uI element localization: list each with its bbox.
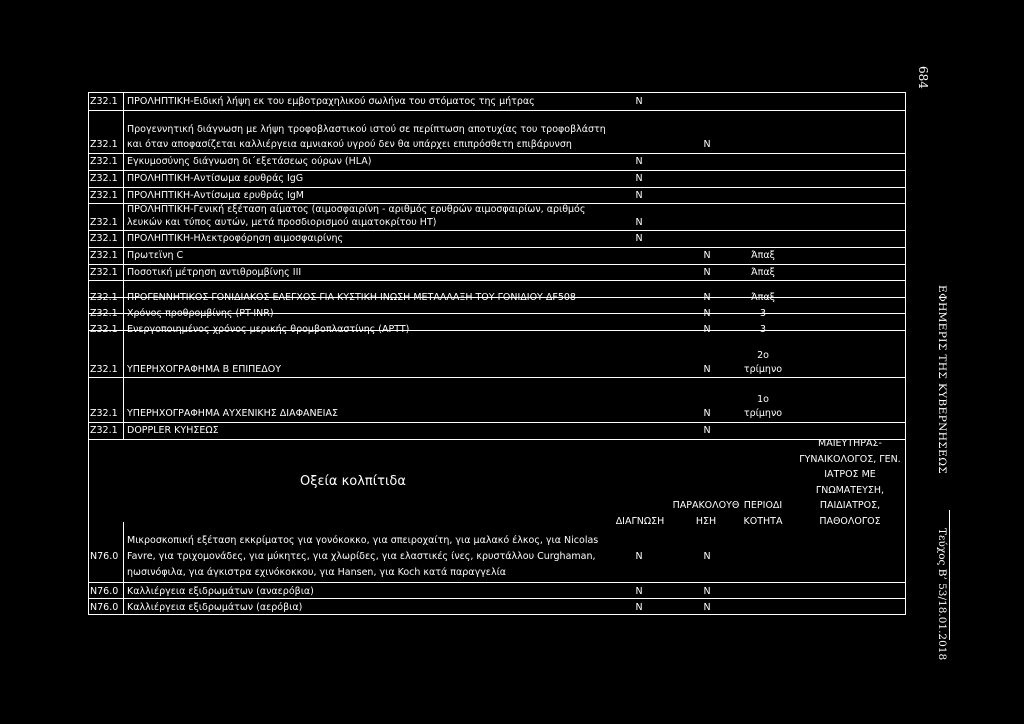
row-desc: Ποσοτική μέτρηση αντιθρομβίνης III <box>127 267 302 278</box>
row-follow: N <box>703 308 711 319</box>
row-code: Z32.1 <box>90 139 118 150</box>
row-code: Z32.1 <box>90 173 118 184</box>
row-follow: N <box>703 250 711 261</box>
row-period: Άπαξ <box>751 250 775 261</box>
row-desc: Προγεννητική διάγνωση με λήψη τροφοβλαστικού ιστού σε περίπτωση αποτυχίας του τροφοβλάστη <box>127 124 606 135</box>
row-diag: N <box>635 190 643 201</box>
row-code: Z32.1 <box>90 190 118 201</box>
header-followup: ΠΑΡΑΚΟΛΟΥΘ <box>672 500 740 511</box>
header-doctor: ΠΑΘΟΛΟΓΟΣ <box>819 516 881 527</box>
row-desc: ΠΡΟΛΗΠΤΙΚΗ-Αντίσωμα ερυθράς IgG <box>127 173 304 184</box>
row-follow: N <box>703 364 711 375</box>
row-follow: N <box>703 551 711 562</box>
header-diagnosis: ΔΙΑΓΝΩΣΗ <box>615 516 665 527</box>
header-period: ΠΕΡΙΟΔΙ <box>743 500 783 511</box>
row-code: Z32.1 <box>90 364 118 375</box>
row-code: Z32.1 <box>90 217 118 228</box>
row-desc: Ενεργοποιημένος χρόνος μερικής θρομβοπλαστίνης (APTT) <box>127 324 410 335</box>
row-follow: N <box>703 586 711 597</box>
row-diag: N <box>635 551 643 562</box>
row-code: Z32.1 <box>90 408 118 419</box>
row-follow: N <box>703 324 711 335</box>
row-desc: Χρόνος προθρομβίνης (PT-INR) <box>127 308 274 319</box>
margin-rule <box>949 510 950 640</box>
row-desc: Πρωτεϊνη C <box>127 250 184 261</box>
row-diag: N <box>635 96 643 107</box>
row-diag: N <box>635 173 643 184</box>
row-desc: ΠΡΟΛΗΠΤΙΚΗ-Αντίσωμα ερυθράς IgM <box>127 190 304 201</box>
row-diag: N <box>635 156 643 167</box>
row-period: τρίμηνο <box>743 408 783 419</box>
row-desc: ΥΠΕΡΗΧΟΓΡΑΦΗΜΑ ΑΥΧΕΝΙΚΗΣ ΔΙΑΦΑΝΕΙΑΣ <box>127 408 338 419</box>
row-period: Άπαξ <box>751 292 775 303</box>
section-title: Οξεία κολπίτιδα <box>300 474 406 489</box>
row-code: Z32.1 <box>90 96 118 107</box>
row-period: 1ο <box>757 394 769 405</box>
row-code: Z32.1 <box>90 267 118 278</box>
row-code: N76.0 <box>90 602 119 613</box>
row-period: 3 <box>759 308 767 319</box>
header-doctor: ΜΑΙΕΥΤΗΡΑΣ- <box>818 438 882 449</box>
row-desc: ηωσινόφιλα, για άγκιστρα εχινόκοκκου, για Hansen, για Koch κατά παραγγελία <box>127 567 507 578</box>
row-desc: ΠΡΟΛΗΠΤΙΚΗ-Γενική εξέταση αίματος (αιμοσφαιρίνη - αριθμός ερυθρών αιμοσφαιρίων, αριθμός <box>127 204 586 215</box>
header-doctor: ΓΝΩΜΑΤΕΥΣΗ, <box>815 485 885 496</box>
row-code: Z32.1 <box>90 324 118 335</box>
header-doctor: ΠΑΙΔΙΑΤΡΟΣ, <box>819 500 881 511</box>
row-code: Z32.1 <box>90 156 118 167</box>
row-code: Z32.1 <box>90 250 118 261</box>
row-period: Άπαξ <box>751 267 775 278</box>
row-desc: Μικροσκοπική εξέταση εκκρίματος για γονόκοκκο, για σπειροχαίτη, για μαλακό έλκος, για Nicolas <box>127 535 599 546</box>
row-follow: N <box>703 139 711 150</box>
row-desc: Καλλιέργεια εξιδρωμάτων (αναερόβια) <box>127 586 314 597</box>
row-desc: Καλλιέργεια εξιδρωμάτων (αερόβια) <box>127 602 303 613</box>
row-follow: N <box>703 425 711 436</box>
row-diag: N <box>635 586 643 597</box>
row-diag: N <box>635 233 643 244</box>
header-doctor: ΙΑΤΡΟΣ ΜΕ <box>824 469 876 480</box>
procedures-table <box>88 92 906 622</box>
row-desc: και όταν αποφασίζεται καλλιέργεια αμνιακού υγρού δεν θα υπάρχει επιπρόσθετη επιβάρυνση <box>127 139 572 150</box>
row-desc: ΥΠΕΡΗΧΟΓΡΑΦΗΜΑ Β ΕΠΙΠΕΔΟΥ <box>127 364 282 375</box>
row-desc: ΠΡΟΓΕΝΝΗΤΙΚΟΣ ΓΟΝΙΔΙΑΚΟΣ ΕΛΕΓΧΟΣ ΓΙΑ ΚΥΣΤΙΚΗ ΙΝΩΣΗ ΜΕΤΑΛΛΑΞΗ ΤΟΥ ΓΟΝΙΔΙΟΥ ΔF508 <box>127 292 576 303</box>
row-follow: N <box>703 602 711 613</box>
row-follow: N <box>703 267 711 278</box>
row-desc: ΠΡΟΛΗΠΤΙΚΗ-Ηλεκτροφόρηση αιμοσφαιρίνης <box>127 233 344 244</box>
row-desc: DOPPLER ΚΥΗΣΕΩΣ <box>127 425 219 436</box>
row-code: Z32.1 <box>90 425 118 436</box>
issue-reference: Τεύχος Β’ 53/18.01.2018 <box>936 528 948 661</box>
header-followup: ΗΣΗ <box>695 516 717 527</box>
row-follow: N <box>703 408 711 419</box>
row-period: 3 <box>759 324 767 335</box>
row-code: N76.0 <box>90 551 119 562</box>
row-code: Z32.1 <box>90 292 118 303</box>
header-doctor: ΓΥΝΑΙΚΟΛΟΓΟΣ, ΓΕΝ. <box>799 454 901 465</box>
row-period: 2ο <box>757 350 769 361</box>
row-desc: Favre, για τριχομονάδες, για μύκητες, για χλωρίδες, για ελαστικές ίνες, κρυστάλλου Curghaman, <box>127 551 596 562</box>
row-period: τρίμηνο <box>743 364 783 375</box>
row-desc: ΠΡΟΛΗΠΤΙΚΗ-Ειδική λήψη εκ του εμβοτραχηλικού σωλήνα του στόματος της μήτρας <box>127 96 535 107</box>
row-diag: N <box>635 602 643 613</box>
gazette-title: ΕΦΗΜΕΡΙΣ ΤΗΣ ΚΥΒΕΡΝΗΣΕΩΣ <box>936 285 948 475</box>
header-period: ΚΟΤΗΤΑ <box>743 516 783 527</box>
row-diag: N <box>635 217 643 228</box>
row-follow: N <box>703 292 711 303</box>
page-number: 684 <box>916 66 930 89</box>
row-desc: λευκών και τύπος αυτών, μετά προσδιορισμού αιματοκρίτου ΗΤ) <box>127 217 437 228</box>
row-code: N76.0 <box>90 586 119 597</box>
row-desc: Εγκυμοσύνης διάγνωση δι΄εξετάσεως ούρων (HLA) <box>127 156 372 167</box>
row-code: Z32.1 <box>90 233 118 244</box>
row-code: Z32.1 <box>90 308 118 319</box>
